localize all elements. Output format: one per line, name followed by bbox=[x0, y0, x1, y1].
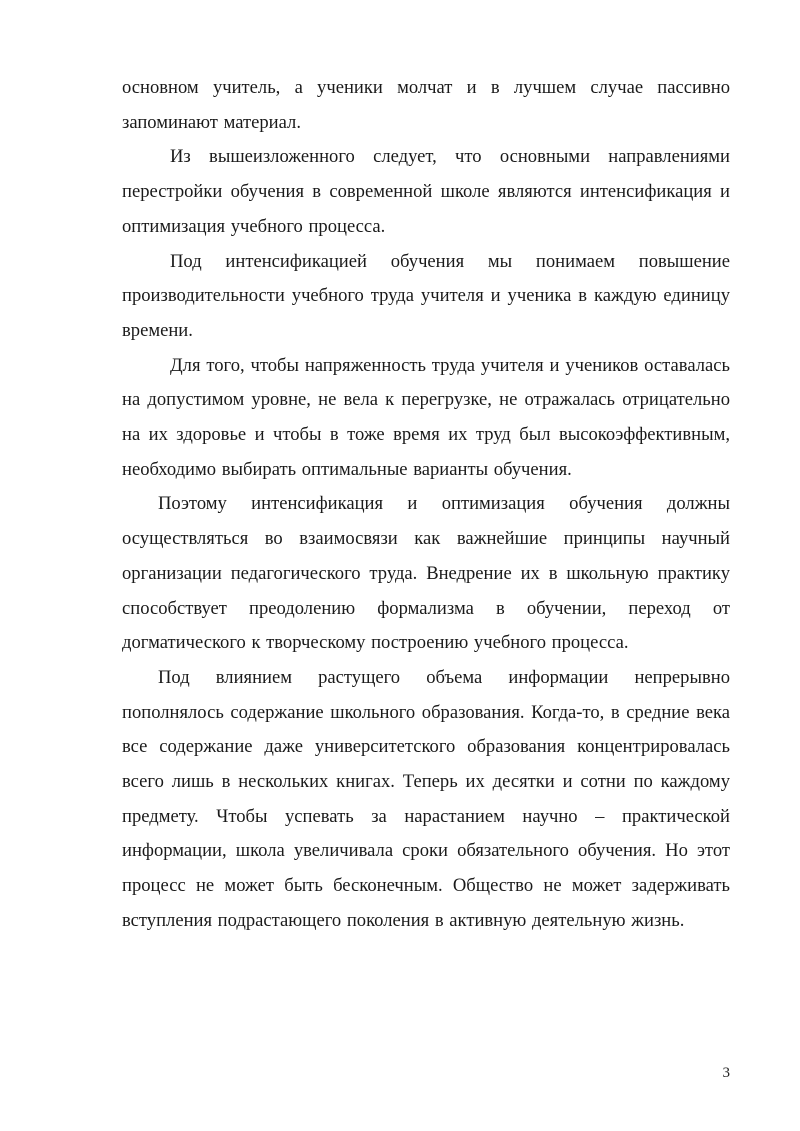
paragraph-information-growth: Под влиянием растущего объема информации непрерывно пополнялось содержание школьного образования. Когда-то, в средние века все содержание даже университетского образования концентрировалась всего лишь в нескольких книгах. Теперь их десятки и сотни по каждому предмету. Чтобы успевать за нарастанием научно – практической информации, школа увеличивала сроки обязательного обучения. Но этот процесс не может быть бесконечным. Общество не может задерживать вступления подрастающего поколения в активную деятельную жизнь. bbox=[122, 666, 730, 931]
page-number: 3 bbox=[722, 1065, 730, 1081]
paragraph-workload: Для того, чтобы напряженность труда учителя и учеников оставалась на допустимом уровне, не вела к перегрузке, не отражалась отрицательно на их здоровье и чтобы в тоже время их труд был высокоэффективным, необходимо выбирать оптимальные варианты обучения. bbox=[122, 354, 730, 480]
paragraph-continuation: основном учитель, а ученики молчат и в лучшем случае пассивно запоминают материал. bbox=[122, 77, 730, 133]
paragraph-main-directions: Из вышеизложенного следует, что основными направлениями перестройки обучения в современной школе являются интенсификация и оптимизация учебного процесса. bbox=[122, 146, 730, 237]
paragraph-intensification-definition: Под интенсификацией обучения мы понимаем повышение производительности учебного труда учителя и ученика в каждую единицу времени. bbox=[122, 250, 730, 341]
document-page bbox=[122, 71, 730, 939]
paragraph-principles: Поэтому интенсификация и оптимизация обучения должны осуществляться во взаимосвязи как важнейшие принципы научный организации педагогического труда. Внедрение их в школьную практику способствует преодолению формализма в обучении, переход от догматического к творческому построению учебного процесса. bbox=[122, 493, 730, 654]
